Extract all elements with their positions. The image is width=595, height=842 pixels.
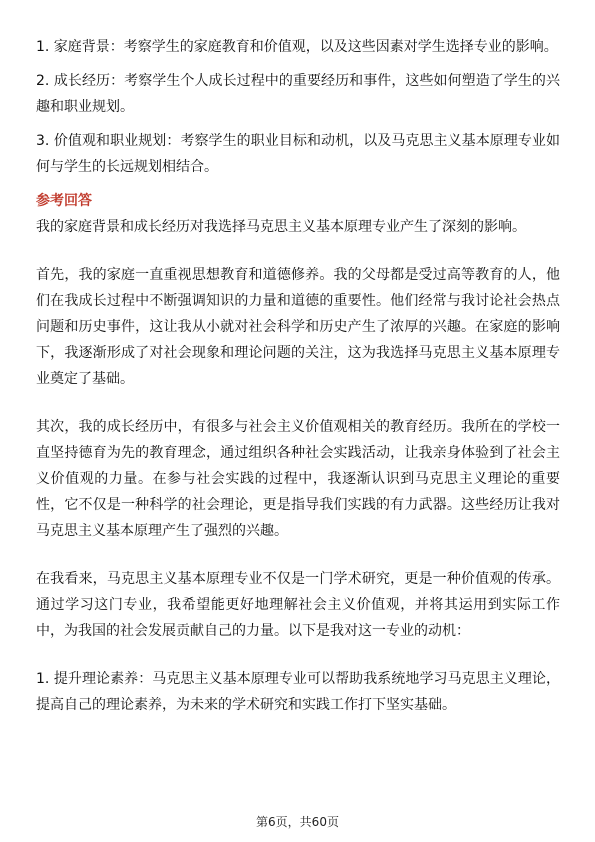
criteria-item-values: 3. 价值观和职业规划：考察学生的职业目标和动机，以及马克思主义基本原理专业如何与学生的长远规划相结合。	[36, 133, 560, 175]
criteria-item-growth: 2. 成长经历：考察学生个人成长过程中的重要经历和事件，这些如何塑造了学生的兴趣和职业规划。	[36, 73, 560, 115]
answer-motivation-item-1: 1. 提升理论素养：马克思主义基本原理专业可以帮助我系统地学习马克思主义理论，提高自己的理论素养，为未来的学术研究和实践工作打下坚实基础。	[36, 671, 560, 713]
answer-heading: 参考回答	[36, 193, 92, 209]
criteria-item-family: 1. 家庭背景：考察学生的家庭教育和价值观，以及这些因素对学生选择专业的影响。	[36, 39, 558, 55]
page-content	[36, 34, 560, 718]
answer-growth-paragraph: 其次，我的成长经历中，有很多与社会主义价值观相关的教育经历。我所在的学校一直坚持德育为先的教育理念，通过组织各种社会实践活动，让我亲身体验到了社会主义价值观的力量。在参与社会实践的过程中，我逐渐认识到马克思主义理论的重要性，它不仅是一种科学的社会理论，更是指导我们实践的有力武器。这些经历让我对马克思主义基本原理产生了强烈的兴趣。	[36, 419, 560, 539]
answer-intro-paragraph: 我的家庭背景和成长经历对我选择马克思主义基本原理专业产生了深刻的影响。	[36, 219, 526, 235]
answer-family-paragraph: 首先，我的家庭一直重视思想教育和道德修养。我的父母都是受过高等教育的人，他们在我成长过程中不断强调知识的力量和道德的重要性。他们经常与我讨论社会热点问题和历史事件，这让我从小就对社会科学和历史产生了浓厚的兴趣。在家庭的影响下，我逐渐形成了对社会现象和理论问题的关注，这为我选择马克思主义基本原理专业奠定了基础。	[36, 267, 560, 387]
page-number-footer: 第6页，共60页	[256, 815, 339, 829]
answer-motivation-paragraph: 在我看来，马克思主义基本原理专业不仅是一门学术研究，更是一种价值观的传承。通过学习这门专业，我希望能更好地理解社会主义价值观，并将其运用到实际工作中，为我国的社会发展贡献自己的力量。以下是我对这一专业的动机：	[36, 571, 560, 639]
